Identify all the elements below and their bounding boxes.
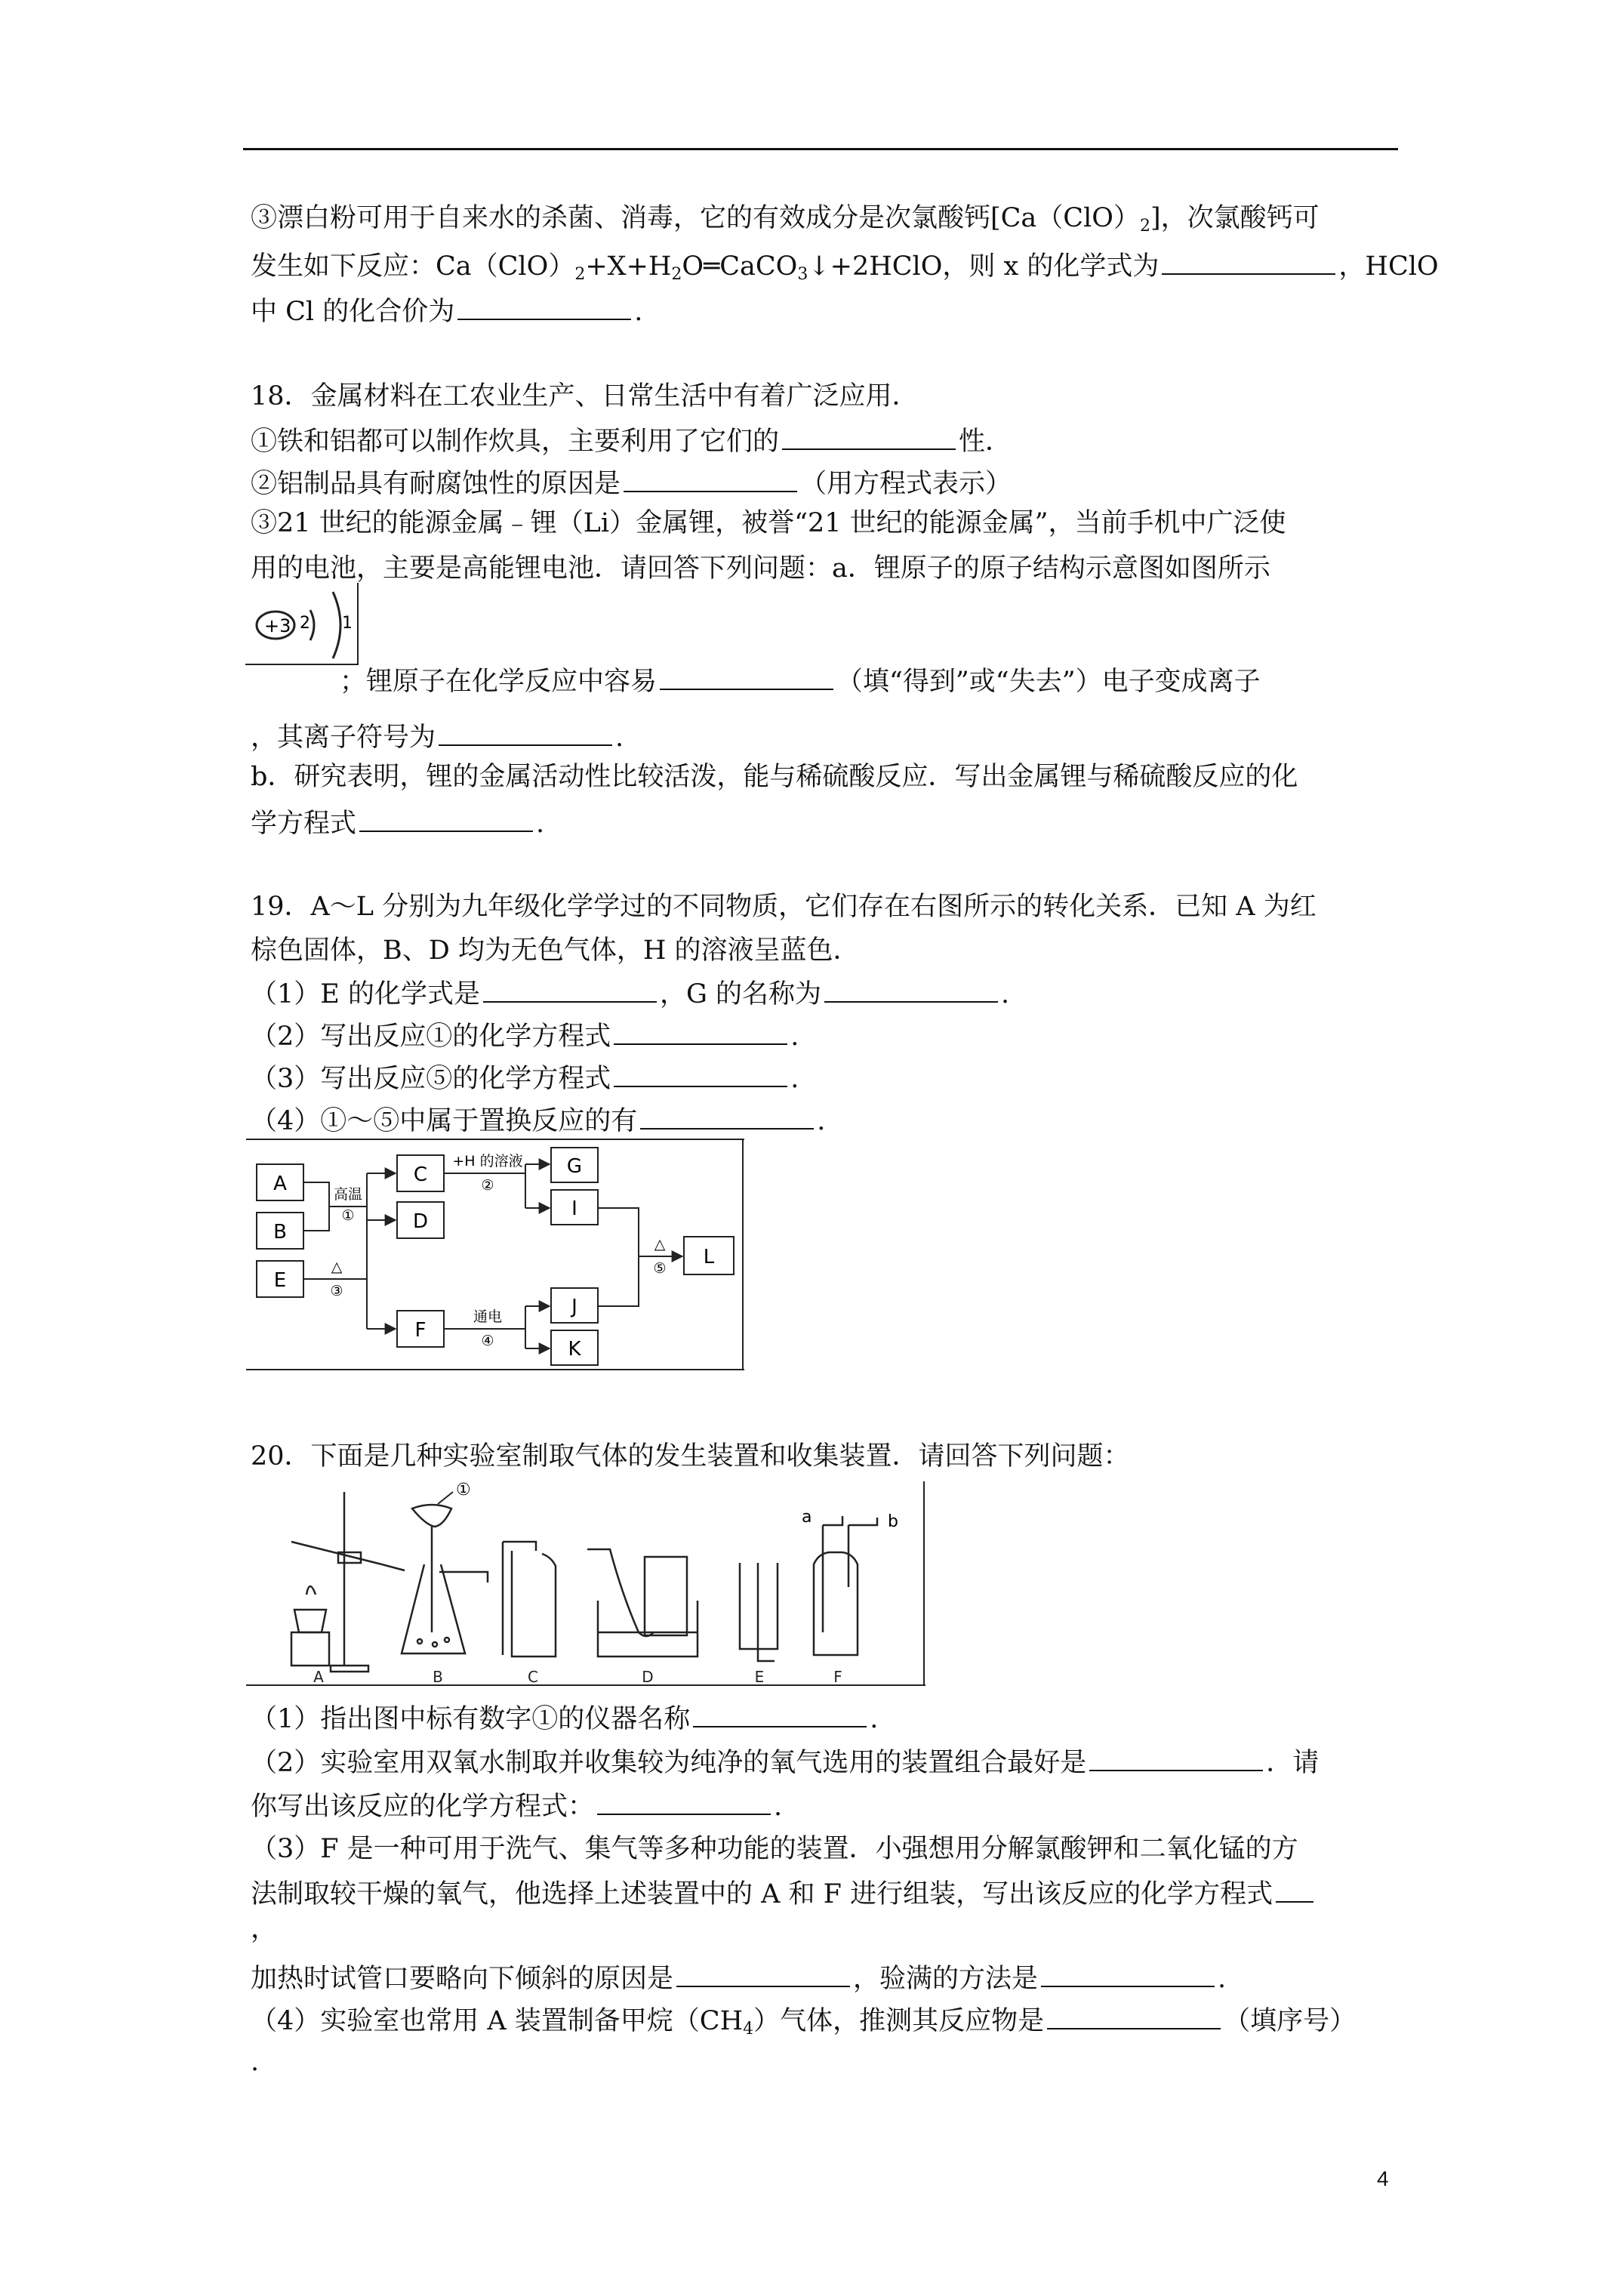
q20-part-2b: 你写出该反应的化学方程式： . xyxy=(251,1788,782,1824)
answer-blank[interactable] xyxy=(624,465,797,492)
q17-line-2: 发生如下反应：$Ca(ClO)_2+X+H_2O═CaCO_3↓+2HClO$，则 x 的化学式为 ，HClO xyxy=(251,248,1439,292)
answer-blank[interactable] xyxy=(824,975,998,1003)
q18-line-3: ③21 世纪的能源金属﹣锂（Li）金属锂，被誉“21 世纪的能源金属”，当前手机中广泛使 xyxy=(251,508,1286,538)
svg-text:C: C xyxy=(528,1668,538,1686)
q20-part-3c: ， xyxy=(251,1914,278,1944)
q20-part-3d: 加热时试管口要略向下倾斜的原因是 ，验满的方法是 . xyxy=(251,1960,1226,1996)
q18-title: 18．金属材料在工农业生产、日常生活中有着广泛应用． xyxy=(251,381,919,411)
svg-text:⑤: ⑤ xyxy=(653,1260,667,1277)
q18-line-7: b．研究表明，锂的金属活动性比较活泼，能与稀硫酸反应．写出金属锂与稀硫酸反应的化 xyxy=(251,762,1298,792)
svg-text:③: ③ xyxy=(330,1283,343,1299)
svg-text:G: G xyxy=(566,1155,583,1178)
q18-line-5: ；锂原子在化学反应中容易 （填“得到”或“失去”）电子变成离子 xyxy=(340,663,1261,699)
q18-line-8: 学方程式 . xyxy=(251,805,544,841)
electron-shell-2 xyxy=(333,592,340,658)
q19-title-1: 19．A～L 分别为九年级化学学过的不同物质，它们存在右图所示的转化关系．已知 A 为红 xyxy=(251,892,1317,922)
svg-text:L: L xyxy=(703,1246,715,1268)
answer-blank[interactable] xyxy=(1089,1744,1263,1771)
svg-text:D: D xyxy=(642,1668,654,1686)
svg-text:高温: 高温 xyxy=(333,1186,363,1203)
answer-blank[interactable] xyxy=(1047,2002,1221,2029)
q20-title: 20．下面是几种实验室制取气体的发生装置和收集装置．请回答下列问题： xyxy=(251,1441,1130,1472)
shell-1-count: 2 xyxy=(300,614,310,633)
q20-part-3a: （3）F 是一种可用于洗气、集气等多种功能的装置．小强想用分解氯酸钾和二氧化锰的方 xyxy=(251,1834,1298,1864)
svg-text:K: K xyxy=(568,1338,581,1361)
apparatus-a xyxy=(291,1492,405,1672)
svg-text:F: F xyxy=(414,1319,427,1342)
apparatus-c xyxy=(503,1542,556,1657)
answer-blank[interactable] xyxy=(1041,1960,1215,1987)
q19-title-2: 棕色固体，B、D 均为无色气体，H 的溶液呈蓝色． xyxy=(251,935,860,966)
svg-text:B: B xyxy=(433,1668,443,1686)
svg-text:b: b xyxy=(888,1512,898,1531)
answer-blank[interactable] xyxy=(439,719,612,746)
answer-blank[interactable] xyxy=(676,1960,850,1987)
svg-text:△: △ xyxy=(331,1259,343,1275)
q18-line-1: ①铁和铝都可以制作炊具，主要利用了它们的 性． xyxy=(251,423,1012,459)
svg-text:①: ① xyxy=(456,1481,471,1499)
q19-part-3: （3）写出反应⑤的化学方程式 . xyxy=(251,1060,799,1096)
q18-line-4: 用的电池，主要是高能锂电池．请回答下列问题：a．锂原子的原子结构示意图如图所示 xyxy=(251,553,1270,584)
q17-line-1: ③漂白粉可用于自来水的杀菌、消毒，它的有效成分是次氯酸钙$[Ca(ClO)_2]$，次氯酸钙可 xyxy=(251,203,1320,236)
answer-blank[interactable] xyxy=(640,1102,814,1130)
svg-text:+H 的溶液: +H 的溶液 xyxy=(452,1153,523,1170)
q20-part-1: （1）指出图中标有数字①的仪器名称 . xyxy=(251,1700,878,1737)
answer-blank[interactable] xyxy=(614,1018,787,1045)
q19-part-4: （4）①～⑤中属于置换反应的有 . xyxy=(251,1102,825,1139)
svg-text:J: J xyxy=(571,1296,577,1318)
svg-text:D: D xyxy=(412,1210,429,1233)
apparatus-figure xyxy=(246,1481,925,1687)
svg-text:△: △ xyxy=(654,1236,666,1253)
svg-text:②: ② xyxy=(481,1177,494,1194)
apparatus-e xyxy=(740,1563,778,1661)
svg-text:通电: 通电 xyxy=(473,1308,503,1325)
q18-line-2: ②铝制品具有耐腐蚀性的原因是 （用方程式表示） xyxy=(251,465,1012,501)
svg-text:A: A xyxy=(313,1668,324,1686)
answer-blank[interactable] xyxy=(693,1700,867,1727)
answer-blank[interactable] xyxy=(1276,1875,1313,1903)
header-rule xyxy=(243,148,1398,150)
q20-part-2a: （2）实验室用双氧水制取并收集较为纯净的氧气选用的装置组合最好是 ．请 xyxy=(251,1744,1319,1780)
svg-text:B: B xyxy=(273,1221,287,1244)
apparatus-f xyxy=(814,1516,877,1655)
q19-part-2: （2）写出反应①的化学方程式 . xyxy=(251,1018,799,1054)
q20-part-4-end: . xyxy=(251,2047,260,2077)
shell-2-count: 1 xyxy=(342,614,353,633)
answer-blank[interactable] xyxy=(660,663,833,690)
answer-blank[interactable] xyxy=(359,805,533,832)
svg-text:E: E xyxy=(273,1269,287,1292)
q17-line-3: 中 Cl 的化合价为 . xyxy=(251,293,642,329)
q18-line-6: ，其离子符号为 . xyxy=(251,719,624,755)
answer-blank[interactable] xyxy=(483,975,657,1003)
answer-blank[interactable] xyxy=(457,293,631,320)
page-number: 4 xyxy=(1377,2167,1389,2190)
apparatus-d xyxy=(587,1549,698,1657)
nucleus-charge: +3 xyxy=(264,615,291,636)
conversion-diagram xyxy=(246,1139,744,1371)
svg-text:I: I xyxy=(571,1197,577,1220)
q20-part-4: （4）实验室也常用 A 装置制备甲烷$(CH_4)$气体，推测其反应物是 （填序号） xyxy=(251,2002,1356,2047)
svg-text:④: ④ xyxy=(481,1333,494,1349)
lithium-atom-diagram xyxy=(245,583,359,666)
electron-shell-1 xyxy=(310,610,314,640)
q20-part-3b: 法制取较干燥的氧气，他选择上述装置中的 A 和 F 进行组装，写出该反应的化学方程式 xyxy=(251,1875,1317,1912)
answer-blank[interactable] xyxy=(597,1788,771,1815)
svg-text:C: C xyxy=(413,1163,428,1186)
answer-blank[interactable] xyxy=(1162,248,1335,275)
svg-text:A: A xyxy=(273,1173,287,1195)
svg-text:①: ① xyxy=(341,1207,355,1224)
svg-text:F: F xyxy=(833,1668,842,1686)
svg-text:E: E xyxy=(754,1668,765,1686)
answer-blank[interactable] xyxy=(614,1060,787,1087)
apparatus-b xyxy=(402,1505,488,1653)
svg-text:a: a xyxy=(802,1508,812,1527)
answer-blank[interactable] xyxy=(782,423,956,450)
q19-part-1: （1）E 的化学式是 ，G 的名称为 . xyxy=(251,975,1009,1012)
